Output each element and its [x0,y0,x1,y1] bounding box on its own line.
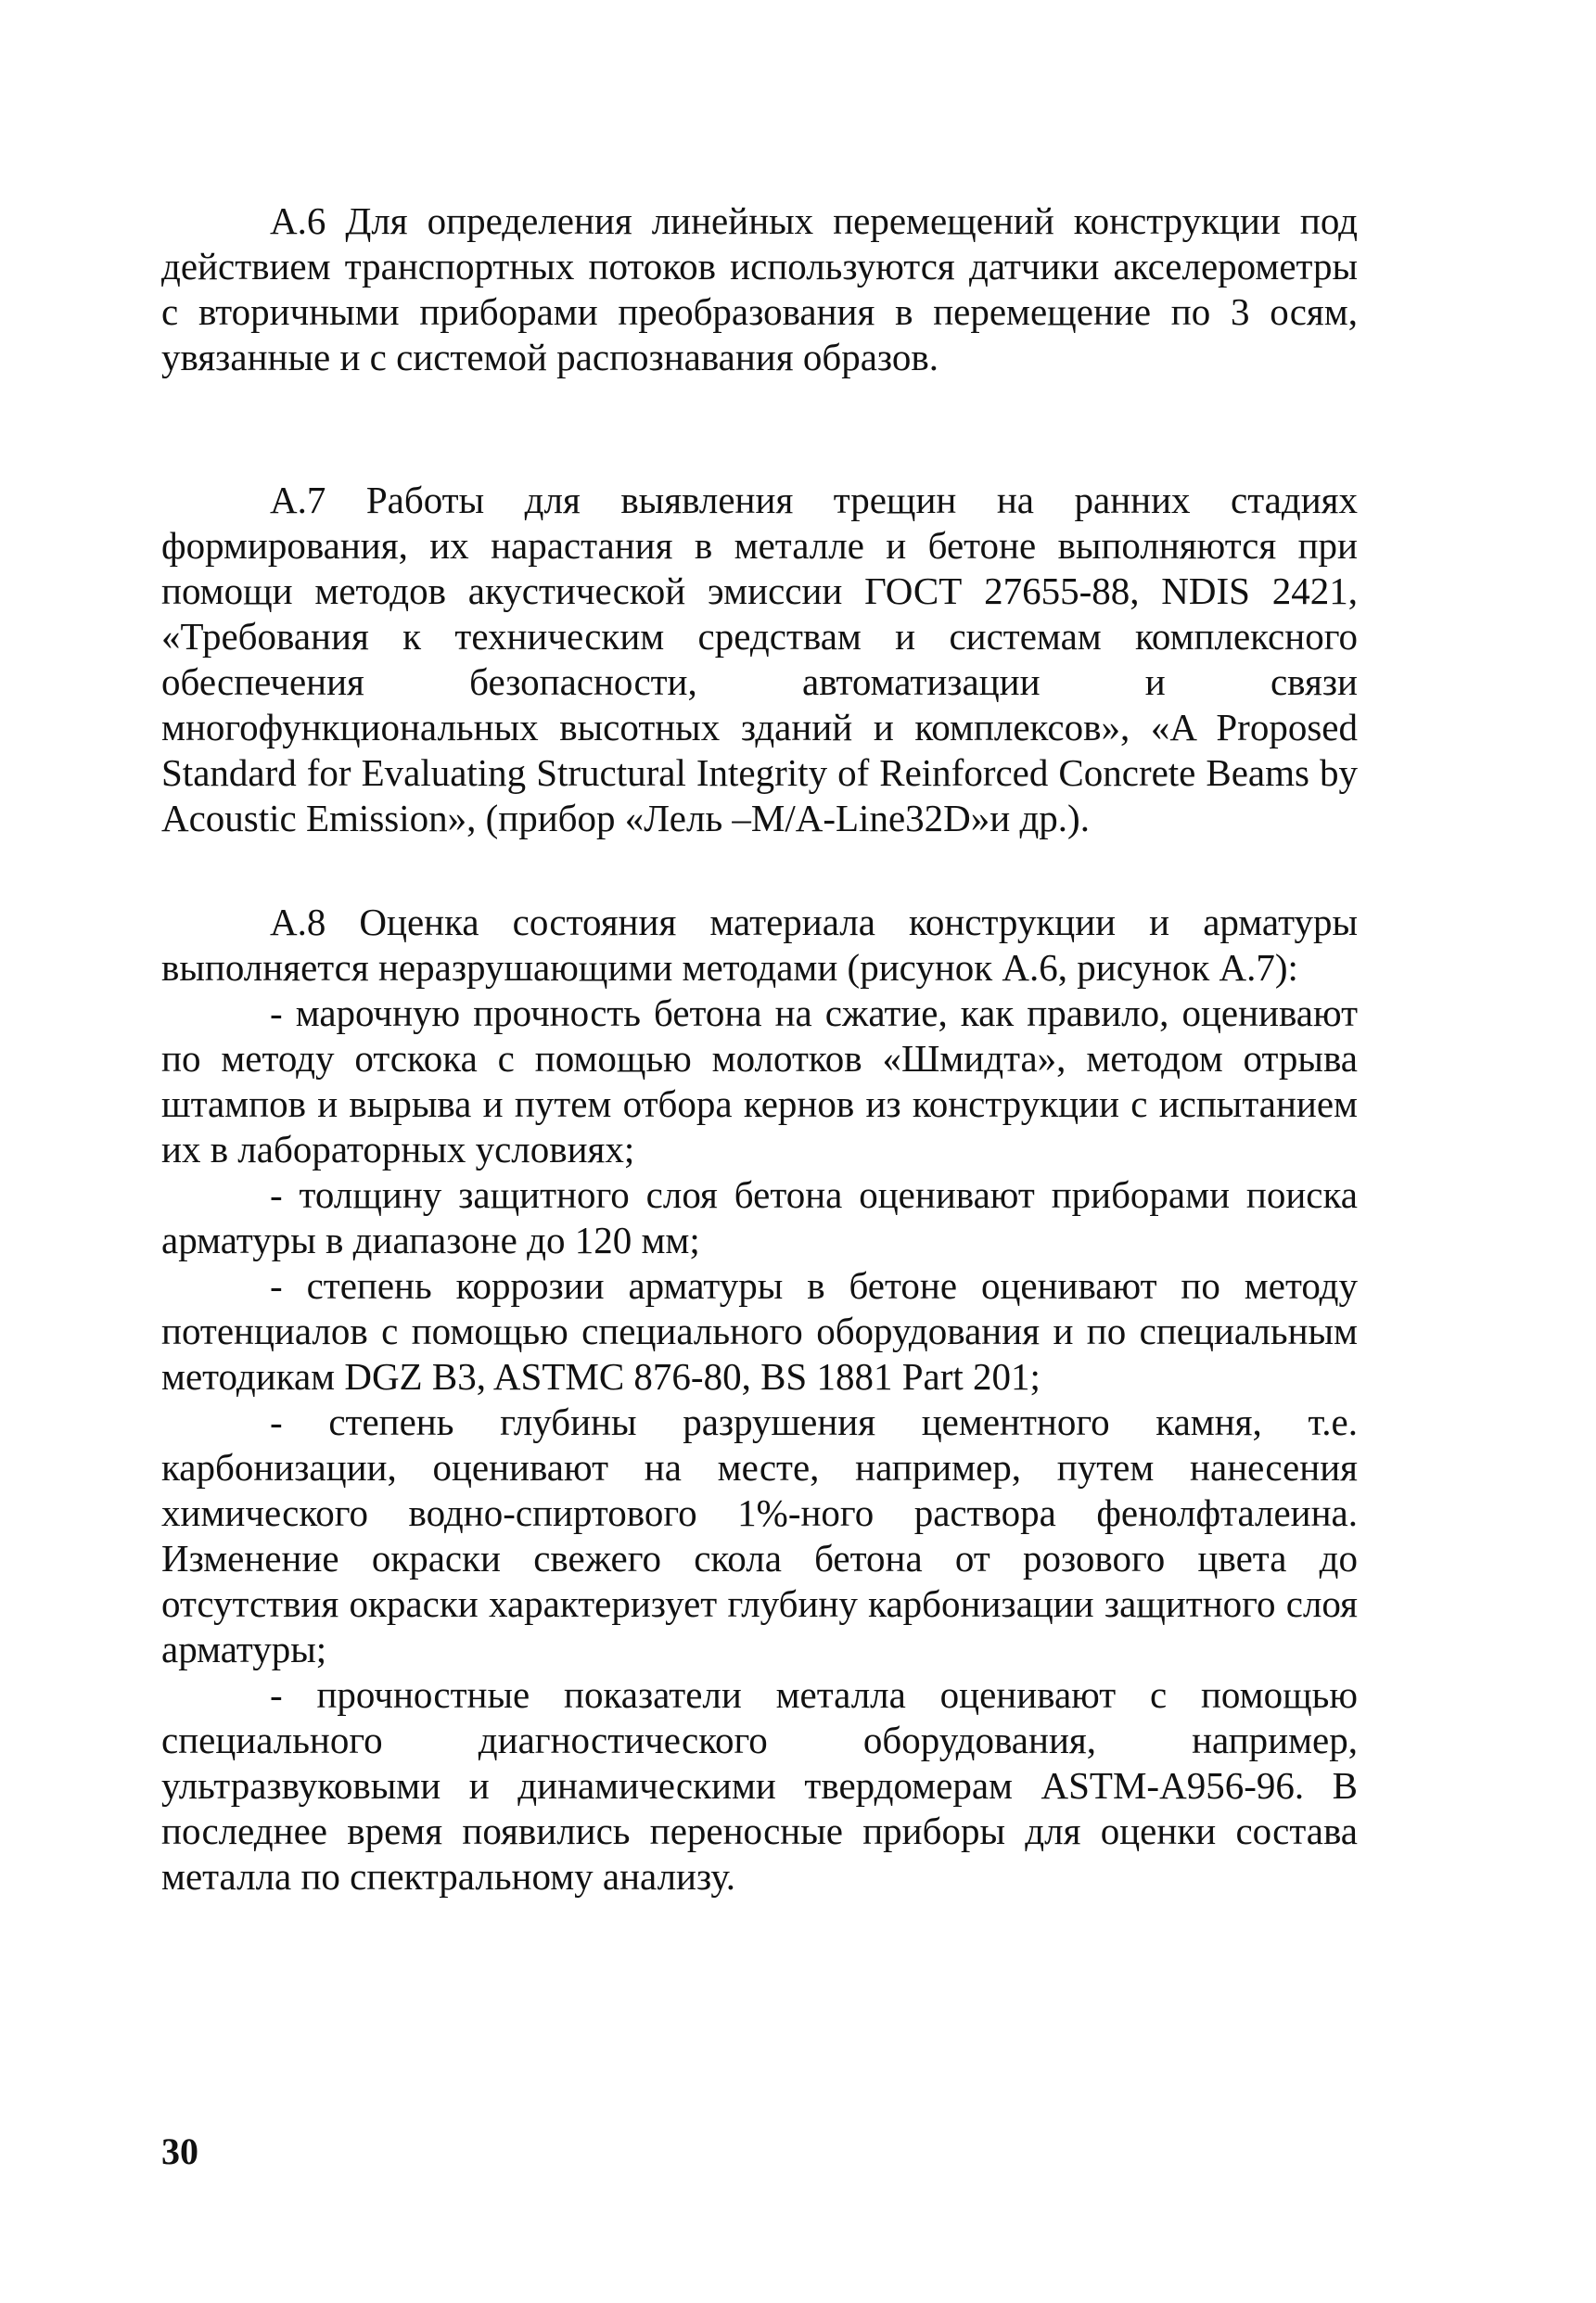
list-item: - степень глубины разрушения цементного камня, т.е. карбонизации, оценивают на месте, например, путем нанесения химического водно-спиртового 1%-ного раствора фенолфталеина. Изменение окраски свежего скола бетона от розового цвета до отсутствия окраски характеризует глубину карбонизации защитного слоя арматуры; [161,1401,1358,1670]
list-item: - толщину защитного слоя бетона оценивают приборами поиска арматуры в диапазоне до 120 мм; [161,1173,1358,1261]
section-a7 [161,478,1358,841]
list-item: - прочностные показатели металла оценивают с помощью специального диагностического оборудования, например, ультразвуковыми и динамическими твердомерам ASTM-A956-96. В последнее время появились переносные приборы для оценки состава металла по спектральному анализу. [161,1673,1358,1898]
section-a6-paragraph: А.6 Для определения линейных перемещений конструкции под действием транспортных потоков используются датчики акселерометры с вторичными приборами преобразования в перемещение по 3 осям, увязанные и с системой распознавания образов. [161,199,1358,378]
section-a6 [161,198,1358,380]
page-number: 30 [161,2130,198,2172]
section-a8 [161,900,1358,1900]
list-item: - степень коррозии арматуры в бетоне оценивают по методу потенциалов с помощью специального оборудования и по специальным методикам DGZ B3, ASTMC 876-80, BS 1881 Part 201; [161,1264,1358,1398]
section-a7-paragraph: А.7 Работы для выявления трещин на ранних стадиях формирования, их нарастания в металле и бетоне выполняются при помощи методов акустической эмиссии ГОСТ 27655-88, NDIS 2421, «Требования к техническим средствам и системам комплексного обеспечения безопасности, автоматизации и связи многофункциональных высотных зданий и комплексов», «A Proposed Standard for Evaluating Structural Integrity of Reinforced Concrete Beams by Acoustic Emission», (прибор «Лель –M/A-Line32D»и др.). [161,479,1358,839]
section-a8-intro: А.8 Оценка состояния материала конструкции и арматуры выполняется неразрушающими методами (рисунок А.6, рисунок А.7): [161,901,1358,989]
list-item: - марочную прочность бетона на сжатие, как правило, оценивают по методу отскока с помощью молотков «Шмидта», методом отрыва штампов и вырыва и путем отбора кернов из конструкции с испытанием их в лабораторных условиях; [161,992,1358,1171]
